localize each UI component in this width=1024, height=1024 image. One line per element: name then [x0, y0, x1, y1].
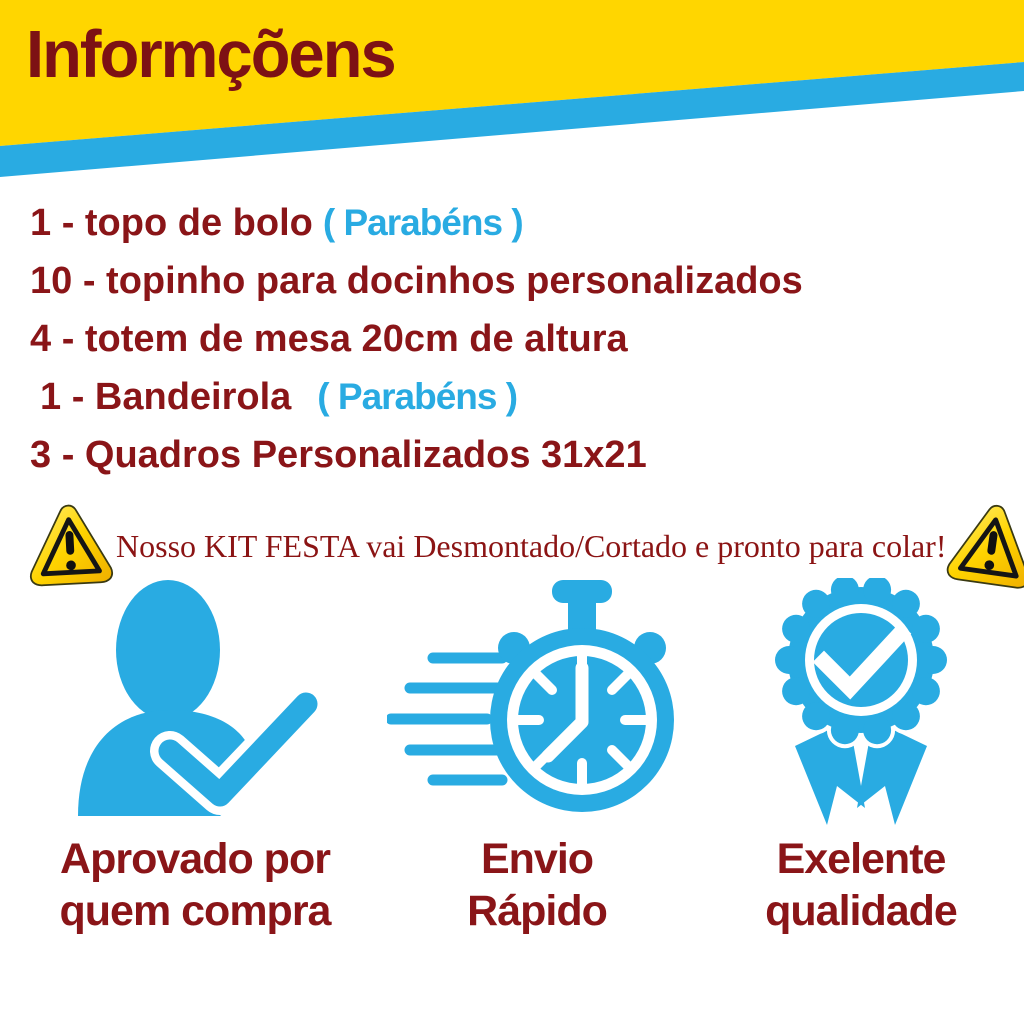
item-suffix: ( Parabéns ) [322, 202, 523, 243]
list-item [30, 252, 990, 310]
feature-label: Aprovado por quem compra [59, 835, 331, 935]
feature-quality [716, 578, 1006, 937]
warning-text: Nosso KIT FESTA vai Desmontado/Cortado e pronto para colar! [116, 527, 947, 564]
feature-shipping [372, 578, 702, 937]
item-text: 10 - topinho para docinhos personalizados [30, 260, 803, 302]
features-row [0, 578, 1024, 978]
list-item [30, 310, 990, 368]
item-list [30, 194, 990, 484]
list-item [30, 368, 990, 426]
feature-label: Exelente qualidade [765, 835, 957, 935]
list-item [30, 426, 990, 484]
item-text: 1 - topo de bolo [30, 202, 313, 244]
medal-ribbon-check-icon [761, 578, 961, 828]
user-check-icon [70, 578, 320, 822]
feature-approved [40, 578, 350, 937]
list-item [30, 194, 990, 252]
item-text: 1 - Bandeirola [40, 376, 292, 418]
feature-label: Envio Rápido [467, 835, 607, 935]
item-text: 4 - totem de mesa 20cm de altura [30, 318, 628, 360]
item-text: 3 - Quadros Personalizados 31x21 [30, 434, 647, 476]
stopwatch-speed-icon [387, 578, 687, 822]
item-suffix: ( Parabéns ) [317, 376, 518, 417]
page-title: Informçõens [26, 17, 395, 92]
